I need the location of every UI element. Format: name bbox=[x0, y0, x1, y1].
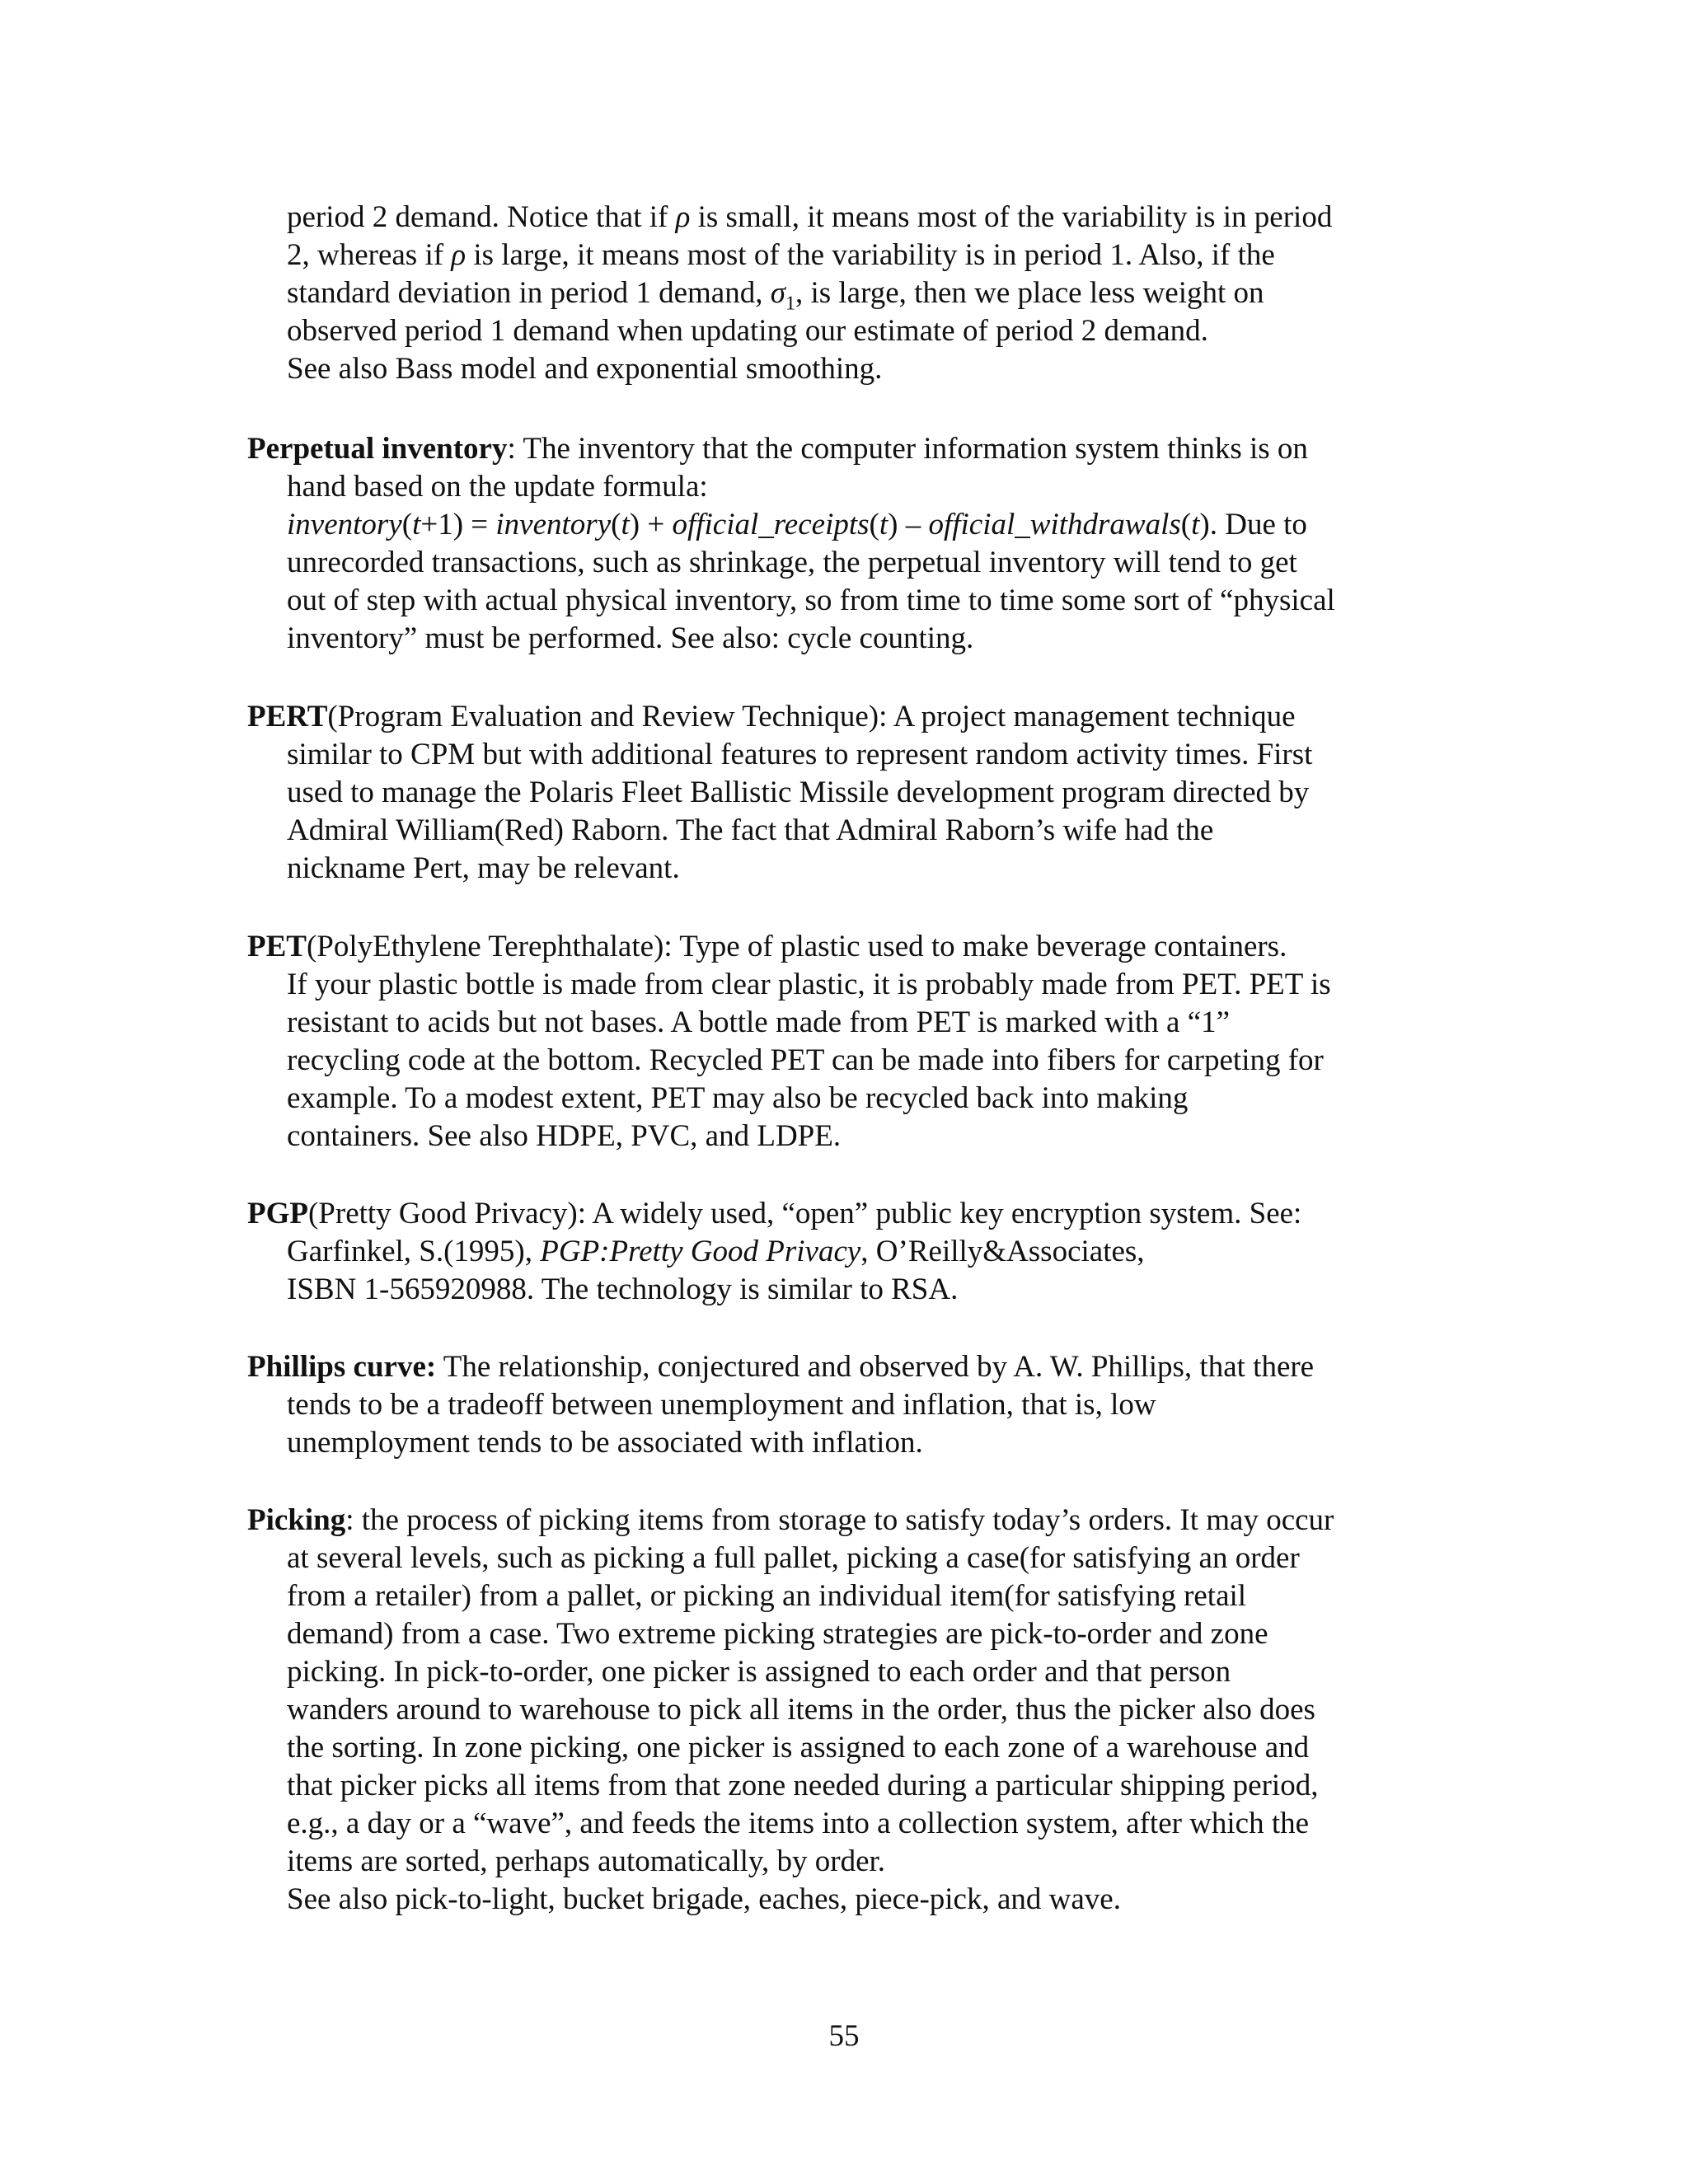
entry-line: unemployment tends to be associated with inflation. bbox=[287, 1426, 923, 1460]
entry-perpetual-inventory bbox=[247, 430, 1434, 658]
page-number: 55 bbox=[828, 2019, 860, 2053]
entry-term: PET bbox=[247, 930, 307, 963]
entry-first-line: Phillips curve: The relationship, conjectured and observed by A. W. Phillips, that there bbox=[247, 1350, 1315, 1384]
entry-line: tends to be a tradeoff between unemployment and inflation, that is, low bbox=[287, 1388, 1156, 1422]
entry-line: wanders around to warehouse to pick all items in the order, thus the picker also does bbox=[287, 1693, 1315, 1727]
entry-first-line: PGP(Pretty Good Privacy): A widely used, “open” public key encryption system. See: bbox=[247, 1197, 1302, 1230]
entry-line: the sorting. In zone picking, one picker is assigned to each zone of a warehouse and bbox=[287, 1731, 1310, 1765]
intro-line: standard deviation in period 1 demand, $\sigma_1$, is large, then we place less weight on bbox=[287, 276, 1264, 315]
intro-line: period 2 demand. Notice that if ρ is small, it means most of the variability is in period bbox=[287, 200, 1333, 234]
entry-line: at several levels, such as picking a full pallet, picking a case(for satisfying an order bbox=[287, 1541, 1300, 1575]
entry-line: demand) from a case. Two extreme picking strategies are pick-to-order and zone bbox=[287, 1617, 1268, 1651]
entry-line: ISBN 1-565920988. The technology is similar to RSA. bbox=[287, 1272, 959, 1306]
entry-line: containers. See also HDPE, PVC, and LDPE. bbox=[287, 1119, 842, 1153]
entry-line: picking. In pick-to-order, one picker is assigned to each order and that person bbox=[287, 1655, 1231, 1689]
entry-line: example. To a modest extent, PET may also be recycled back into making bbox=[287, 1081, 1189, 1115]
entry-line: resistant to acids but not bases. A bottle made from PET is marked with a “1” bbox=[287, 1005, 1231, 1039]
entry-line: out of step with actual physical inventory, so from time to time some sort of “physical bbox=[287, 583, 1335, 617]
entry-pert bbox=[247, 698, 1434, 888]
entry-first-line: Perpetual inventory: The inventory that the computer information system thinks is on bbox=[247, 432, 1308, 466]
entry-line: Admiral William(Red) Raborn. The fact that Admiral Raborn’s wife had the bbox=[287, 813, 1214, 847]
entry-term: Perpetual inventory bbox=[247, 432, 508, 466]
entry-line: e.g., a day or a “wave”, and feeds the items into a collection system, after which the bbox=[287, 1807, 1310, 1840]
entry-term: PGP bbox=[247, 1197, 308, 1230]
entry-line: used to manage the Polaris Fleet Ballistic Missile development program directed by bbox=[287, 776, 1310, 809]
entry-line: If your plastic bottle is made from clear plastic, it is probably made from PET. PET is bbox=[287, 968, 1331, 1001]
entry-line: similar to CPM but with additional features to represent random activity times. First bbox=[287, 738, 1313, 771]
entry-phillips-curve bbox=[247, 1348, 1434, 1462]
entry-line: inventory” must be performed. See also: cycle counting. bbox=[287, 621, 974, 655]
intro-line: See also Bass model and exponential smoothing. bbox=[287, 352, 883, 386]
entry-line: nickname Pert, may be relevant. bbox=[287, 851, 680, 885]
entry-term: PERT bbox=[247, 700, 328, 733]
entry-line: that picker picks all items from that zone needed during a particular shipping period, bbox=[287, 1769, 1319, 1802]
intro-line: observed period 1 demand when updating our estimate of period 2 demand. bbox=[287, 314, 1208, 348]
perpetual-inventory-formula: inventory(t+1) = inventory(t) + official_receipts(t) – official_withdrawals(t). Due to bbox=[287, 508, 1307, 541]
entry-line: recycling code at the bottom. Recycled PET can be made into fibers for carpeting for bbox=[287, 1043, 1324, 1077]
entry-line: unrecorded transactions, such as shrinkage, the perpetual inventory will tend to get bbox=[287, 546, 1297, 579]
entry-picking bbox=[247, 1502, 1434, 1919]
entry-first-line: Picking: the process of picking items from storage to satisfy today’s orders. It may occur bbox=[247, 1503, 1334, 1537]
entry-line: See also pick-to-light, bucket brigade, eaches, piece-pick, and wave. bbox=[287, 1882, 1121, 1916]
entry-first-line: PET(PolyEthylene Terephthalate): Type of plastic used to make beverage containers. bbox=[247, 930, 1287, 963]
intro-line: 2, whereas if ρ is large, it means most of the variability is in period 1. Also, if the bbox=[287, 238, 1275, 272]
entry-line: from a retailer) from a pallet, or picking an individual item(for satisfying retail bbox=[287, 1579, 1247, 1613]
entry-term: Picking bbox=[247, 1503, 346, 1537]
entry-line: items are sorted, perhaps automatically, by order. bbox=[287, 1844, 886, 1878]
entry-term: Phillips curve: bbox=[247, 1350, 437, 1384]
pgp-citation: Garfinkel, S.(1995), PGP:Pretty Good Privacy, O’Reilly&Associates, bbox=[287, 1235, 1145, 1268]
entry-pgp bbox=[247, 1195, 1434, 1309]
intro-paragraph bbox=[247, 199, 1434, 388]
entry-first-line: PERT(Program Evaluation and Review Technique): A project management technique bbox=[247, 700, 1296, 733]
entry-pet bbox=[247, 928, 1434, 1155]
entry-line: hand based on the update formula: bbox=[287, 470, 708, 504]
